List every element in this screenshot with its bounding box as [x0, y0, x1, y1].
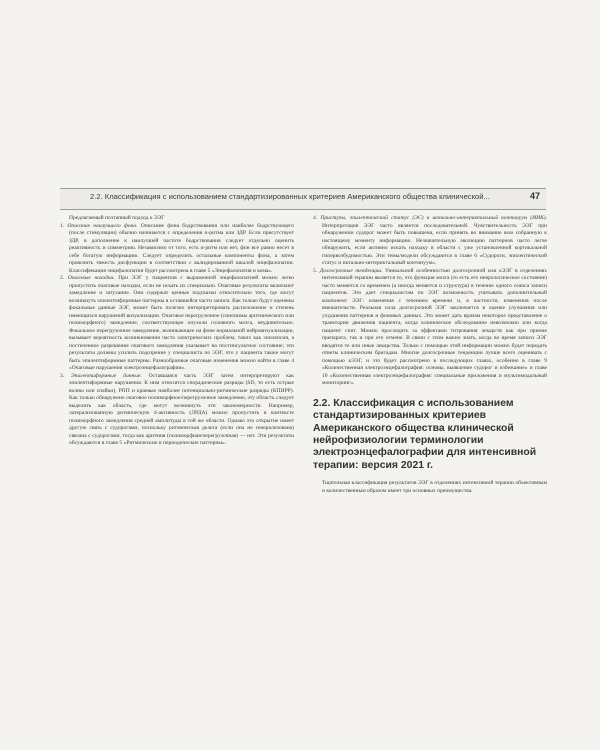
list-item-title: Очаговые находки. [67, 275, 115, 282]
list-item-2 [60, 275, 294, 373]
list-item-title: Долгосрочные тенденции. [319, 267, 383, 274]
list-item-title: Эпилептиформные данные. [70, 372, 142, 379]
list-item-number: 3. [60, 372, 65, 379]
list-item-text: Уникальной особенностью долгосрочной или кЭЭГ в отделениях интенсивной терапии является то, что функция мозга (то есть его неврологическое состояние) часто меняется со временем (а иногда меняется и структура) в течение одного сеанса записи пациентов. Это дает специалистам по ЭЭГ возможность учитывать дополнительный компонент ЭЭГ: изменения с течением времени и, в частности, изменения после вмешательств. Реальная сила долгосрочной ЭЭГ заключается в оценке улучшения или ухудшения паттернов и фоновых данных. Это может дать врачам некоторое представление о траектории движения пациента, когда клиническое обследование невозможно или когда пациент спит. Можно проследить за эффектами титрования лекарств как при приеме препарата, так и при его отмене. В связи с этим важно знать, когда во время записи ЭЭГ вводятся те или иные лекарства. Только с помощью этой информации можно будет передать ответы клиническим бригадам. Многие долгосрочные тенденции лучше всего оценивать с помощью кЭЭГ, и это будет рассмотрено в последующих главах, особенно в главе 9 «Количественная электроэнцефалография: основы, выявление судорог и избежание» и главе 10 «Количественная электроэнцефалография: специальные приложения и мультимодальный мониторинг». [322, 267, 547, 387]
list-item-title: Приступы, эпилептический статус (ЭС) и иктально-интериктальный континуум (ИИК). [320, 215, 548, 221]
left-column [60, 215, 294, 448]
list-item-5 [313, 268, 547, 388]
list-item-text: Интерпретация ЭЭГ часто является последовательной. Чувствительность ЭЭГ при обнаружении судорог может быть повышена, если принять во внимание всю собранную к настоящему моменту информацию. Незначительную эволюцию паттернов часто легче обнаружить, если активно искать находку в области с уже установленной кортикальной гипервозбудимостью. Эти темы/модели обсуждаются в главе 6 «Судороги, эпилептический статус и иктально-интериктальный континуум». [322, 222, 547, 267]
list-item-number: 1. [60, 222, 65, 229]
list-item-3 [60, 373, 294, 448]
section-heading: 2.2. Классификация с использованием стандартизированных критериев Американского общества клинической нейрофизиологии терминологии электроэнцефалографии для интенсивной терапии: версия 2021 г. [313, 397, 537, 471]
running-header-title: 2.2. Классификация с использованием стандартизированных критериев Американского общества клинической... [90, 192, 490, 201]
list-item-text: Оставшаяся часть ЭЭГ затем интерпретируют как эпилептиформные нарушения. К ним относятся спорадические разряды (SD, то есть острые волны или спайки), РПП и краевые наиболее потенциально-ритмические разряды (КПИРР). Как только обнаружено очаговое полиморфное/перегрузочное замедление, эту область следует выделить как область, где могут возникнуть эти закономерности. Например, латерализованную ритмическую δ-активность (ЛРДА) можно пропустить в контексте полиморфного замедления средней амплитуды в той же области. Однако это открытие имеет другую связь с судорогами, поскольку ритмическая дельта (если она не генерализована) связана с судорогами, тогда как аритмия (полиморфная/перегрузочная) — нет. Эти результаты обсуждаются в главе 5 «Ритмические и периодические паттерны». [69, 372, 294, 447]
intro-paragraph: Предлагаемый поэтапный подход к ЭЭГ [69, 215, 165, 221]
list-item-1 [60, 223, 294, 276]
list-item-number: 5. [313, 267, 318, 274]
right-column [313, 215, 547, 495]
list-item-number: 4. [313, 215, 318, 221]
list-item-text: При ЭЭГ у пациентов с выраженной энцефалопатией можно легко пропустить очаговые находки, если не искать их специально. Очаговые результаты включают замедление и затухание. Они содержат ценные подсказки относительно того, где могут возникнуть эпилептиформные паттерны в оставшейся части записи. Как только будут оценены фокальные данные ЭЭГ, может быть полезно интерпретировать расположение и степень имеющихся нарушений визуализации. Очаговое перегрузочное (синонимы аритмического или полиморфного) замедление, соответствующее опухоли головного мозга, неудивительно. Фокальное перегрузочное замедление, возникающее на фоне нормальной нейровизуализации, вызывает вероятность возникновения часто электрических проблем, таких как эпилепсия, а постепенное разрешение очагового замедления указывает на постинсультное состояние; эти результаты должны усилить подозрение у специалиста по ЭЭГ, что у пациента также могут быть эпилептиформные паттерны. Разнообразные очаговые изменения можно найти в главе 4 «Очаговые нарушения электроэнцефалографии». [69, 275, 294, 372]
section-paragraph: Тщательная классификация результатов ЭЭГ в отделениях интенсивной терапии объективным и количественным образом имеет три основных преимущества. [322, 480, 547, 494]
list-item-4 [313, 215, 547, 268]
list-item-title: Описание наилучшего фона. [67, 222, 138, 229]
list-item-number: 2. [60, 275, 65, 282]
running-header [60, 188, 546, 210]
list-item-text: Описание фона бодрствования или наиболее бодрствующего (после стимуляции) обычно начинается с определения α-ритма или ЗДР. Если присутствует ЗДР, в дополнение к наилучшей частоте бодрствования следует отдельно оценить реактивность и симметрию. Независимо от того, есть α-ритм или нет, фон все равно несет в себе богатую информацию. Следует определить остальные компоненты фона, а затем прояснить тяжесть дисфункции в соответствии с валидированной шкалой энцефалопатии. Классификация энцефалопатии будет рассмотрена в главе 5 «Энцефалопатия и кома». [69, 222, 295, 274]
page-number: 47 [529, 191, 540, 201]
